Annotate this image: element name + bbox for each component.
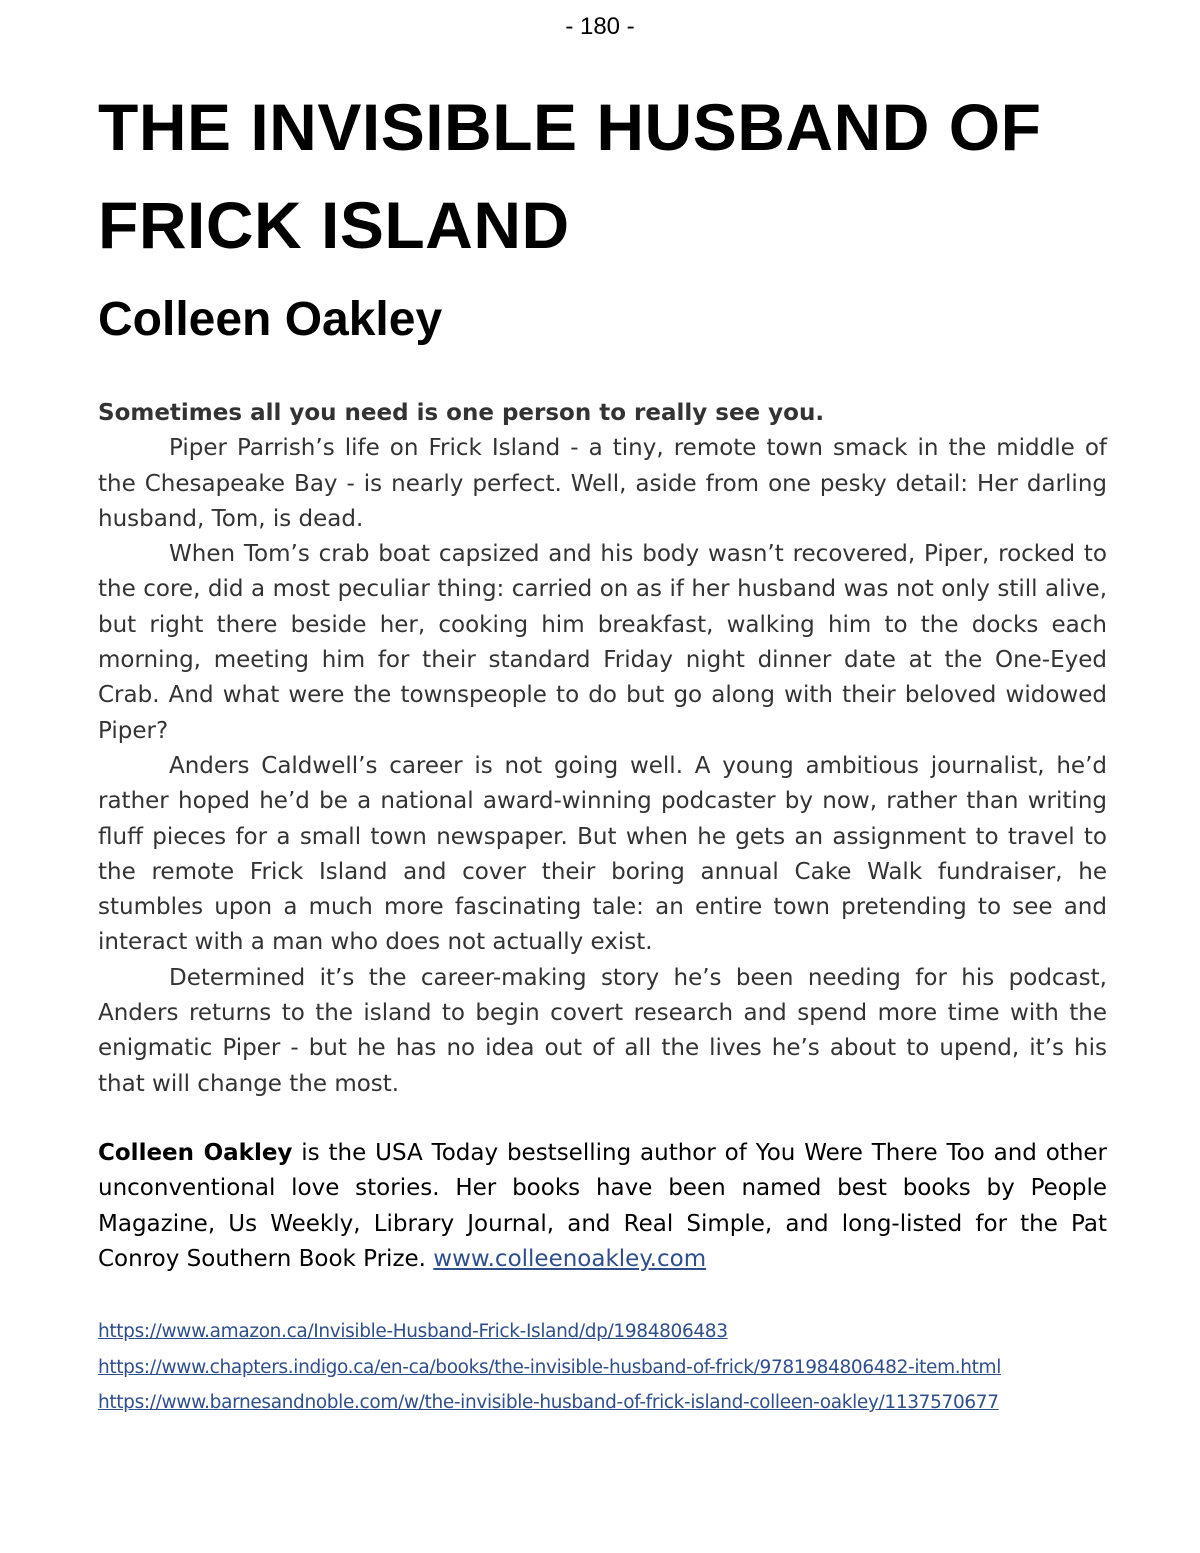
- book-author: Colleen Oakley: [98, 293, 443, 346]
- author-bio: [98, 1136, 1107, 1277]
- bio-text: is the USA Today bestselling author of You Were There Too and other unconventional love stories. Her books have been named best books by People Magazine, Us Weekly, Library Journal, and Real Simple, and long-listed for the Pat Conroy Southern Book Prize.: [98, 1140, 1107, 1272]
- purchase-link-item: [98, 1314, 1108, 1350]
- indigo-link[interactable]: https://www.chapters.indigo.ca/en-ca/books/the-invisible-husband-of-frick/9781984806482-item.html: [98, 1356, 1002, 1378]
- barnes-and-noble-link[interactable]: https://www.barnesandnoble.com/w/the-invisible-husband-of-frick-island-colleen-oakley/1137570677: [98, 1392, 999, 1413]
- synopsis: [98, 396, 1107, 1102]
- synopsis-paragraph: Determined it’s the career-making story he’s been needing for his podcast, Anders returns to the island to begin covert research and spend more time with the enigmatic Piper - but he has no idea out of all the lives he’s about to upend, it’s his that will change the most.: [98, 964, 1107, 1097]
- purchase-link-item: [98, 1350, 1108, 1386]
- tagline: Sometimes all you need is one person to really see you.: [98, 400, 825, 426]
- synopsis-paragraph: When Tom’s crab boat capsized and his body wasn’t recovered, Piper, rocked to the core, did a most peculiar thing: carried on as if her husband was not only still alive, but right there beside her, cooking him breakfast, walking him to the docks each morning, meeting him for their standard Friday night dinner date at the One-Eyed Crab. And what were the townspeople to do but go along with their beloved widowed Piper?: [98, 541, 1107, 744]
- purchase-links: [98, 1314, 1108, 1421]
- amazon-link[interactable]: https://www.amazon.ca/Invisible-Husband-Frick-Island/dp/1984806483: [98, 1321, 728, 1342]
- page-number: - 180 -: [565, 13, 635, 40]
- purchase-link-item: [98, 1385, 1108, 1421]
- bio-author-name: Colleen Oakley: [98, 1140, 293, 1166]
- book-title: THE INVISIBLE HUSBAND OF FRICK ISLAND: [98, 90, 1042, 262]
- synopsis-paragraph: Piper Parrish’s life on Frick Island - a tiny, remote town smack in the middle of the Chesapeake Bay - is nearly perfect. Well, aside from one pesky detail: Her darling husband, Tom, is dead.: [98, 435, 1107, 532]
- author-website-link[interactable]: www.colleenoakley.com: [433, 1245, 707, 1272]
- synopsis-paragraph: Anders Caldwell’s career is not going well. A young ambitious journalist, he’d rather hoped he’d be a national award-winning podcaster by now, rather than writing fluff pieces for a small town newspaper. But when he gets an assignment to travel to the remote Frick Island and cover their boring annual Cake Walk fundraiser, he stumbles upon a much more fascinating tale: an entire town pretending to see and interact with a man who does not actually exist.: [98, 752, 1107, 956]
